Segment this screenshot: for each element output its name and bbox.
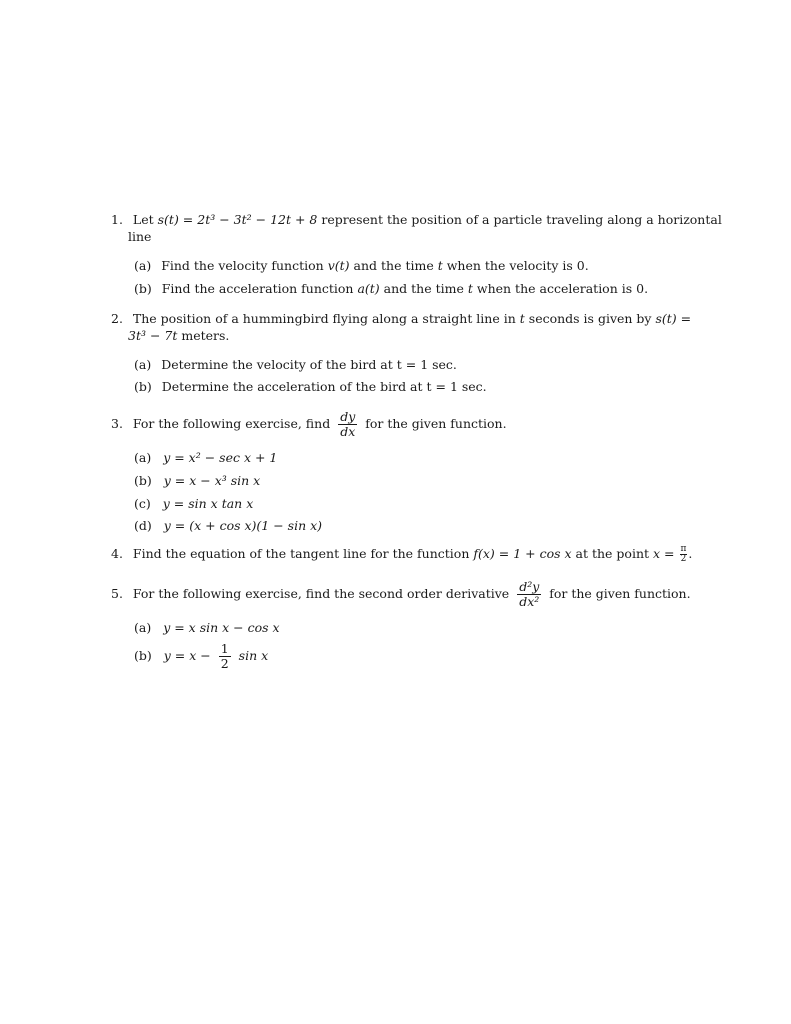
q2-a-label: (a)	[134, 357, 152, 372]
q1-a-text: Find the velocity function	[161, 258, 324, 273]
q4-function: f(x) = 1 + cos x	[473, 546, 572, 561]
q3-item-math: y = sin x tan x	[162, 496, 254, 511]
q4-frac-den: 2	[680, 554, 687, 564]
q3-item-label: (d)	[134, 518, 152, 533]
q4-text-post: .	[688, 546, 693, 561]
q3-item-label: (c)	[134, 496, 151, 511]
q3-frac-num: dy	[340, 409, 356, 424]
q2-b-label: (b)	[134, 379, 152, 394]
q2-a-text: Determine the velocity of the bird at t = 1 sec.	[161, 357, 457, 372]
q3-item-label: (b)	[134, 473, 152, 488]
q2-intro-line2	[128, 328, 229, 344]
q1-b-math-t: t	[467, 281, 473, 296]
q1-a-math-v: v(t)	[327, 258, 350, 273]
q1-b-text-post: when the acceleration is 0.	[476, 281, 649, 296]
q1-b-label: (b)	[134, 281, 152, 296]
q5-intro-post: for the given function.	[549, 586, 691, 601]
q1-intro-text: Let	[132, 212, 154, 227]
q3-part	[134, 518, 322, 534]
q3-item-math: y = (x + cos x)(1 − sin x)	[163, 518, 323, 533]
q2-math-s: s(t) =	[655, 311, 692, 326]
q2-part-b	[134, 379, 487, 395]
q5-intro	[111, 574, 691, 614]
q3-intro-post: for the given function.	[365, 416, 507, 431]
q4-number: 4.	[111, 546, 123, 561]
q2-math-t: t	[519, 311, 525, 326]
q1-b-text-mid: and the time	[383, 281, 464, 296]
q3-item-label: (a)	[134, 450, 152, 465]
q3-frac-den: dx	[340, 424, 356, 439]
q1-a-text-mid: and the time	[353, 258, 434, 273]
q2-part-a	[134, 357, 457, 373]
q3-item-math: y = x − x³ sin x	[163, 473, 261, 488]
q1-number: 1.	[111, 212, 123, 227]
q5-b-frac-den: 2	[220, 656, 229, 671]
q1-a-math-t: t	[437, 258, 443, 273]
q3-dy-dx-fraction	[338, 410, 357, 439]
q2-position-function: 3t³ − 7t	[128, 328, 178, 343]
q5-number: 5.	[111, 586, 123, 601]
q5-a-math: y = x sin x − cos x	[163, 620, 280, 635]
q5-frac-num: d²y	[519, 579, 540, 594]
q3-item-math: y = x² − sec x + 1	[163, 450, 278, 465]
q5-a-label: (a)	[134, 620, 152, 635]
q1-part-a	[134, 258, 589, 274]
q1-a-label: (a)	[134, 258, 152, 273]
q5-second-derivative-fraction	[517, 580, 541, 609]
q3-part	[134, 450, 277, 466]
q3-intro	[111, 404, 507, 444]
q4-text-pre: Find the equation of the tangent line for the function	[132, 546, 470, 561]
q5-b-frac-num: 1	[220, 641, 229, 656]
q5-part-b	[134, 636, 268, 676]
q5-b-half-fraction	[219, 642, 231, 671]
q1-intro-line2: line	[128, 229, 152, 244]
q3-intro-text: For the following exercise, find	[132, 416, 331, 431]
q5-frac-den: dx²	[519, 594, 540, 609]
q2-intro-post: meters.	[181, 328, 230, 343]
q2-intro-mid: seconds is given by	[528, 311, 652, 326]
q1-a-text-post: when the velocity is 0.	[446, 258, 589, 273]
q3-number: 3.	[111, 416, 123, 431]
q2-number: 2.	[111, 311, 123, 326]
q2-intro-text: The position of a hummingbird flying along a straight line in	[132, 311, 516, 326]
q4-frac-num: π	[680, 544, 687, 554]
q1-intro-text-2: represent the position of a particle traveling along a horizontal	[321, 212, 722, 227]
q5-part-a	[134, 620, 280, 636]
q5-intro-text: For the following exercise, find the second order derivative	[132, 586, 510, 601]
q5-b-math-post: sin x	[238, 648, 269, 663]
q3-part	[134, 496, 253, 512]
q1-intro	[111, 212, 722, 228]
q4-text	[111, 542, 692, 566]
q1-position-function: s(t) = 2t³ − 3t² − 12t + 8	[157, 212, 318, 227]
q1-b-text: Find the acceleration function	[161, 281, 354, 296]
q5-b-math-pre: y = x −	[163, 648, 211, 663]
q1-part-b	[134, 281, 648, 297]
q2-b-text: Determine the acceleration of the bird at t = 1 sec.	[161, 379, 487, 394]
q5-b-label: (b)	[134, 648, 152, 663]
q4-point: x =	[653, 546, 675, 561]
q4-pi-half-fraction	[680, 545, 688, 564]
q3-part	[134, 473, 260, 489]
q4-text-mid: at the point	[575, 546, 650, 561]
q2-intro	[111, 311, 691, 327]
q1-b-math-a: a(t)	[357, 281, 380, 296]
